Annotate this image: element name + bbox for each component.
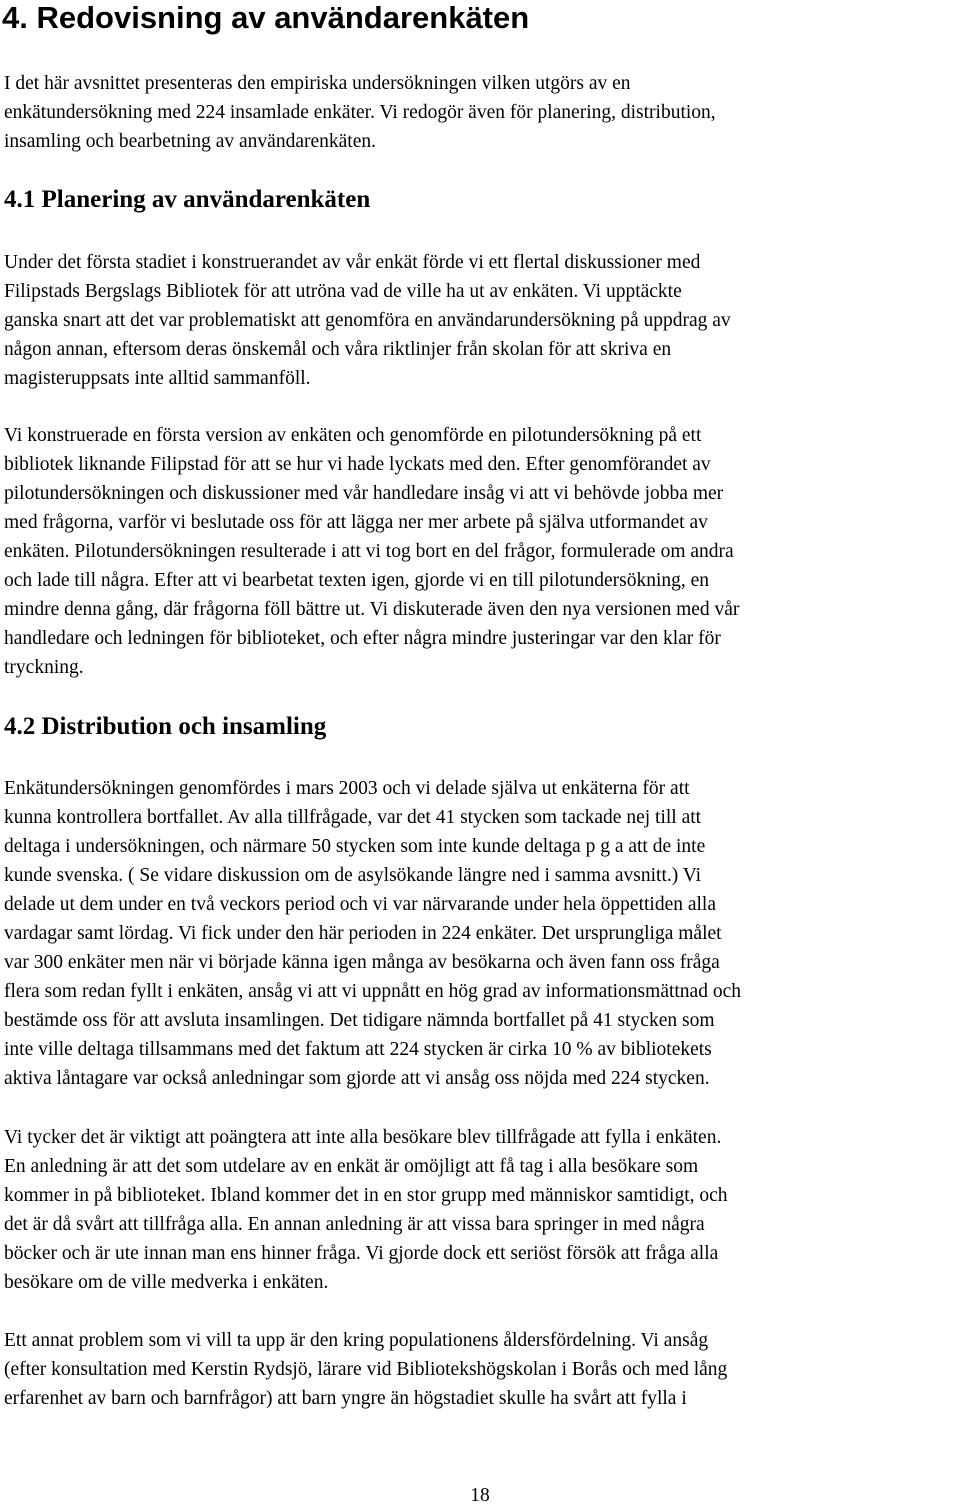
- text-line: mindre denna gång, där frågorna föll bättre ut. Vi diskuterade även den nya versionen med vår: [4, 599, 740, 620]
- text-line: enkätundersökning med 224 insamlade enkäter. Vi redogör även för planering, distribution,: [4, 102, 716, 123]
- intro-paragraph: [4, 69, 960, 156]
- text-line: Ett annat problem som vi vill ta upp är den kring populationens åldersfördelning. Vi ansåg: [4, 1330, 709, 1351]
- text-line: inte ville deltaga tillsammans med det faktum att 224 stycken är cirka 10 % av bibliotekets: [4, 1039, 712, 1060]
- text-line: bestämde oss för att avsluta insamlingen. Det tidigare nämnda bortfallet på 41 stycken som: [4, 1010, 715, 1031]
- text-line: besökare om de ville medverka i enkäten.: [4, 1272, 329, 1293]
- text-line: handledare och ledningen för biblioteket, och efter några mindre justeringar var den klar för: [4, 628, 721, 649]
- text-line: bibliotek liknande Filipstad för att se hur vi hade lyckats med den. Efter genomförandet av: [4, 454, 711, 475]
- text-line: Filipstads Bergslags Bibliotek för att utröna vad de ville ha ut av enkäten. Vi upptäckte: [4, 281, 682, 302]
- text-line: böcker och är ute innan man ens hinner fråga. Vi gjorde dock ett seriöst försök att fråga alla: [4, 1243, 719, 1264]
- text-line: kommer in på biblioteket. Ibland kommer det in en stor grupp med människor samtidigt, och: [4, 1185, 728, 1206]
- text-line: med frågorna, varför vi beslutade oss för att lägga ner mer arbete på själva utformandet av: [4, 512, 708, 533]
- page-number: 18: [470, 1485, 490, 1506]
- text-line: kunna kontrollera bortfallet. Av alla tillfrågade, var det 41 stycken som tackade nej till att: [4, 807, 702, 828]
- text-line: Under det första stadiet i konstruerandet av vår enkät förde vi ett flertal diskussioner med: [4, 252, 701, 273]
- text-line: deltaga i undersökningen, och närmare 50 stycken som inte kunde deltaga p g a att de inte: [4, 836, 706, 857]
- text-line: (efter konsultation med Kerstin Rydsjö, lärare vid Bibliotekshögskolan i Borås och med lång: [4, 1359, 728, 1380]
- paragraph-4-2-c: [4, 1326, 960, 1413]
- paragraph-4-2-a: [4, 774, 960, 1093]
- text-line: Vi tycker det är viktigt att poängtera att inte alla besökare blev tillfrågade att fylla i enkäten.: [4, 1127, 722, 1148]
- text-line: aktiva låntagare var också anledningar som gjorde att vi ansåg oss nöjda med 224 stycken.: [4, 1068, 710, 1089]
- text-line: det är då svårt att tillfråga alla. En annan anledning är att vissa bara springer in med några: [4, 1214, 705, 1235]
- text-line: Vi konstruerade en första version av enkäten och genomförde en pilotundersökning på ett: [4, 425, 702, 446]
- text-line: var 300 enkäter men när vi började känna igen många av besökarna och även fann oss fråga: [4, 952, 720, 973]
- paragraph-4-1-a: [4, 248, 960, 393]
- text-line: tryckning.: [4, 657, 84, 678]
- text-line: I det här avsnittet presenteras den empiriska undersökningen vilken utgörs av en: [4, 73, 631, 94]
- text-line: flera som redan fyllt i enkäten, ansåg vi att vi uppnått en hög grad av informationsmättnad och: [4, 981, 741, 1002]
- text-line: delade ut dem under en två veckors period och vi var närvarande under hela öppettiden alla: [4, 894, 716, 915]
- text-line: pilotundersökningen och diskussioner med vår handledare insåg vi att vi behövde jobba mer: [4, 483, 724, 504]
- text-line: någon annan, eftersom deras önskemål och våra riktlinjer från skolan för att skriva en: [4, 339, 672, 360]
- text-line: enkäten. Pilotundersökningen resulterade i att vi tog bort en del frågor, formulerade om andra: [4, 541, 734, 562]
- text-line: En anledning är att det som utdelare av en enkät är omöjligt att få tag i alla besökare som: [4, 1156, 699, 1177]
- section-heading-4-1: 4.1 Planering av användarenkäten: [4, 186, 371, 213]
- text-line: magisteruppsats inte alltid sammanföll.: [4, 368, 311, 389]
- text-line: kunde svenska. ( Se vidare diskussion om de asylsökande längre ned i samma avsnitt.) Vi: [4, 865, 702, 886]
- text-line: insamling och bearbetning av användarenkäten.: [4, 131, 376, 152]
- section-heading-4-2: 4.2 Distribution och insamling: [4, 713, 327, 740]
- paragraph-4-2-b: [4, 1123, 960, 1297]
- text-line: ganska snart att det var problematiskt att genomföra en användarundersökning på uppdrag av: [4, 310, 731, 331]
- text-line: erfarenhet av barn och barnfrågor) att barn yngre än högstadiet skulle ha svårt att fylla i: [4, 1388, 687, 1409]
- text-line: och lade till några. Efter att vi bearbetat texten igen, gjorde vi en till pilotundersökning, en: [4, 570, 710, 591]
- paragraph-4-1-b: [4, 421, 960, 682]
- text-line: vardagar samt lördag. Vi fick under den här perioden in 224 enkäter. Det ursprungliga målet: [4, 923, 722, 944]
- chapter-title: 4. Redovisning av användarenkäten: [2, 0, 530, 35]
- text-line: Enkätundersökningen genomfördes i mars 2003 och vi delade själva ut enkäterna för att: [4, 778, 690, 799]
